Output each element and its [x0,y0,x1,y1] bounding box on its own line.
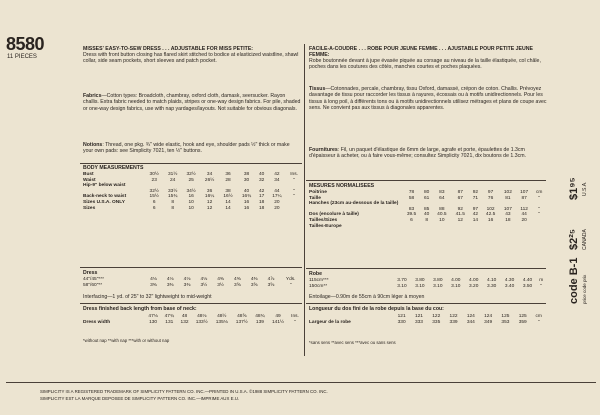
table-cell: 48⅝ [237,314,247,319]
table-cell: 80 [424,190,430,195]
table-cell: 18 [259,205,265,211]
table-cell: 6 [152,199,156,205]
table-cell [469,224,481,230]
table-cell: 10 [439,217,445,223]
table-cell: 3⅝ [267,282,275,288]
table-cell: 3⅝ [234,282,241,288]
table-cell: 20 [521,217,527,223]
table-cell: 58 [408,195,415,201]
pattern-number: 8580 [6,34,45,54]
table-cell: 12 [206,205,213,211]
table-cell: 34 [274,177,280,183]
price-code: code B-1 [568,257,580,304]
description-fr: Robe boutonnée devant à jupe évasée piquée au corsage au niveau de la taille élastiquée, col châle, poches dans les coutures des côtés, manches courtes et poches plaquées. [309,58,541,71]
description-en: Dress with front button closing has flared skirt stitched to bodice at elasticized waistline, shawl collar, side seam pockets, short sleeves and patch pocket. [83,52,299,65]
table-cell [516,224,532,230]
table-cell: 32½ [186,172,196,177]
unit-cell: " [537,319,540,325]
table-cell [402,224,420,230]
table-cell: 8 [171,205,175,211]
table-cell: 18 [259,199,265,205]
table-cell: 40 [424,212,430,218]
table-cell: 38 [243,172,250,177]
table-cell: 333 [414,319,423,325]
column-divider [304,44,305,356]
table-cell: 32½ [149,188,159,194]
table-cell: 4⅞ [267,277,275,282]
table-cell: 344 [466,319,475,325]
table-cell: 48⅛ [197,314,207,319]
table-cell: 3.10 [415,283,425,289]
mesures-header: MESURES NORMALISEES [309,183,375,189]
table-cell: 330 [397,319,406,325]
table-cell: 3.40 [504,283,515,289]
table-cell: 32 [259,177,265,183]
table-cell: 122 [449,314,458,319]
table-cell: 30 [243,177,250,183]
body-measurements-table [82,172,302,211]
price-usa: $1⁹⁵ [568,177,580,200]
row-label: Sizes [83,205,96,211]
table-cell: 14 [472,217,479,223]
table-cell: 25 [188,177,194,183]
table-cell: 76 [487,195,494,201]
table-cell: 3.10 [451,283,461,289]
table-cell: 47⅛ [148,314,158,319]
table-cell: 36 [206,188,213,194]
table-cell [433,224,451,230]
row-label: Hanches (23cm au-dessous de la taille) [309,201,399,207]
table-cell [500,224,516,230]
finished-length-header: Dress finished back length from base of neck: [83,306,197,312]
table-cell: 124 [484,314,493,319]
table-cell: 92 [472,190,479,195]
table-cell: 85 [424,206,430,212]
row-label: Hip-9" below waist [83,183,126,189]
table-cell: 10 [188,205,194,211]
footnote-fr: *sans sens **avec sens ***avec ou sans sens [309,340,396,345]
row-label: 150cm** [309,283,328,289]
table-cell: 20 [274,205,280,211]
table-cell: 14 [225,205,231,211]
table-cell: 4⅜ [234,277,241,282]
divider [80,267,302,268]
table-cell: 3.10 [397,283,407,289]
divider [80,163,302,164]
price-canada: $2²⁵ [568,228,580,250]
table-cell: 16¼ [204,194,215,200]
table-cell: 4⅛ [150,277,157,282]
table-cell: 42 [472,212,479,218]
table-cell: 15¾ [168,194,178,200]
table-cell: 34 [206,172,213,177]
table-cell: 40 [259,172,265,177]
price-code-label: price code prix [582,274,587,304]
table-row [308,320,546,326]
longueur-table [308,314,546,325]
table-cell: 92 [457,206,463,212]
table-cell: 30½ [149,172,159,177]
table-cell: 18 [505,217,511,223]
unit-cell: Yds. [285,277,296,282]
divider [306,303,546,304]
table-cell: 71 [472,195,479,201]
table-cell: 15½ [149,194,159,200]
table-cell: 40 [243,188,250,194]
robe-metrage-table [308,278,546,289]
unit-cell: " [289,282,292,288]
table-cell: 16 [243,199,250,205]
row-label: Taille [309,195,321,201]
table-cell: 335 [432,319,441,325]
table-cell: 3.10 [433,283,443,289]
table-cell: 24 [170,177,176,183]
table-cell: 49 [275,314,281,319]
table-row [82,283,302,289]
table-cell: 359 [518,319,527,325]
table-cell: 3⅜ [150,282,157,288]
usa-label: U.S.A. [582,181,588,196]
table-cell: 44 [521,212,527,218]
unit-cell: Ins. [290,172,298,177]
table-cell: 349 [484,319,493,325]
table-cell: 48 [181,314,188,319]
table-cell: 133½ [195,319,208,325]
table-cell: 4⅛ [183,277,191,282]
table-cell: 6 [152,205,156,211]
table-cell: 135⅛ [215,319,228,325]
table-cell: 38 [225,188,231,194]
table-cell: 6 [410,217,413,223]
row-label: Dress width [83,319,111,325]
unit-cell: " [293,194,295,200]
table-cell: 112 [520,206,528,212]
title-en: MISSES' EASY-TO-SEW DRESS . . . ADJUSTABLE FOR MISS PETITE: [83,46,254,52]
unit-cell: m [539,278,544,283]
table-cell: 39.5 [406,212,417,218]
canada-label: CANADA [582,229,588,250]
table-cell: 3⅝ [250,282,258,288]
row-label: 115cm*** [309,278,329,283]
table-cell: 83 [408,206,415,212]
unit-cell [532,224,546,230]
divider [6,382,596,383]
table-cell: 3.80 [433,278,443,283]
table-cell: 81 [505,195,511,201]
table-row [308,284,546,290]
table-cell: 78 [408,190,415,195]
row-label: Waist [83,177,96,183]
table-cell: 44 [274,188,280,194]
table-cell: 131 [165,319,174,325]
table-cell: 17 [259,194,265,200]
table-cell: 3½ [200,282,208,288]
entoilage-note: Entoilage—0.90m de 55cm à 90cm léger à moyen [309,294,425,300]
table-cell: 132 [180,319,189,325]
row-label: Poitrine [309,190,327,195]
table-cell: 42 [259,188,265,194]
table-cell: 83 [439,190,445,195]
table-cell: 20 [274,199,280,205]
table-cell: 97 [472,206,479,212]
robe-label: Robe [309,271,322,277]
table-cell: 107 [520,190,529,195]
table-cell: 26½ [204,177,215,183]
row-label: Tailles-Europe [309,223,342,229]
table-row [82,206,302,212]
longueur-header: Longueur du dos fini de la robe depuis la base du cou: [309,306,444,312]
table-cell: 48½ [217,314,227,319]
table-cell: 4.00 [469,278,479,283]
mesures-table [308,190,546,229]
table-cell: 23 [151,177,157,183]
table-cell: 102 [486,206,495,212]
table-cell: 42.5 [485,212,496,218]
table-cell: 339 [449,319,458,325]
body-measurements-header: BODY MEASUREMENTS [83,165,144,171]
fabrics-block [83,93,301,112]
row-label: Back-neck to waist [83,194,127,200]
table-cell: 130 [149,319,158,325]
table-cell: 16 [188,194,194,200]
unit-cell: " [538,212,540,218]
table-cell: 88 [439,206,445,212]
table-cell: 40.5 [437,212,447,218]
table-cell: 124 [466,314,475,319]
row-label: Largeur de la robe [309,319,351,325]
row-label: Dos (encolure à taille) [309,212,359,218]
table-cell: 3.30 [486,283,497,289]
fournitures-block [309,147,547,160]
unit-cell: cm [535,190,543,195]
table-cell: 3⅜ [166,282,174,288]
table-cell: 8 [425,217,429,223]
table-cell: 3½ [217,282,224,288]
fabrics-label: Fabrics [83,93,102,99]
title-fr: FACILE-A-COUDRE . . . ROBE POUR JEUNE FEMME . . . AJUSTABLE POUR PETITE JEUNE FEMME: [309,46,533,59]
table-cell: 41.5 [455,212,465,218]
table-cell: 4.30 [504,278,515,283]
table-cell [481,224,499,230]
table-cell: 141½ [272,319,285,325]
table-row [308,224,546,230]
dress-label: Dress [83,270,98,276]
table-cell: 16½ [223,194,233,200]
table-cell: 4⅜ [250,277,258,282]
table-cell [451,224,469,230]
table-cell: 14 [225,199,231,205]
row-label: Tailles/Sizes [309,217,338,223]
unit-cell: cm [535,314,542,319]
table-cell: 125 [518,314,527,319]
table-cell: 16 [487,217,494,223]
table-cell: 36 [225,172,231,177]
table-cell: 33½ [168,188,178,194]
table-cell: 87 [457,190,463,195]
table-cell: 121 [414,314,423,319]
table-cell: 12 [206,199,213,205]
notions-block [83,142,301,155]
table-cell: 61 [424,195,430,201]
unit-cell: Ins. [291,314,299,319]
table-cell: 8 [171,199,175,205]
table-cell: 12 [457,217,463,223]
table-cell: 3.50 [522,283,533,289]
row-label: 44"/45"*** [83,277,105,282]
table-cell: 4⅛ [166,277,174,282]
table-cell: 31½ [168,172,178,177]
table-cell: 16 [243,205,250,211]
notions-text: : Thread, one pkg. ¾" wide elastic, hook and eye, shoulder pads ½" thick or make your own pads: see Simplicity 7021, ten ½" buttons. [83,142,290,155]
table-row [82,320,302,326]
finished-length-table [82,314,302,325]
table-cell: 64 [439,195,445,201]
fabrics-text: —Cotton types: Broadcloth, chambray, oxford cloth, damask, seersucker. Rayon challis. Extra fabric needed to match plaids, stripes or one-way design fabrics. For pile, shaded or one-way design fabrics, use with nap yardages/layouts. Not suitable for obvious diagonals. [83,93,301,112]
table-cell [421,224,433,230]
table-cell: 121 [397,314,406,319]
divider [306,180,546,181]
tissus-block [309,86,547,111]
table-cell: 87 [521,195,527,201]
table-cell: 10 [188,199,194,205]
table-cell: 17¼ [272,194,282,200]
unit-cell: " [540,283,543,289]
table-cell: 4⅜ [217,277,224,282]
legal-en: SIMPLICITY IS A REGISTERED TRADEMARK OF SIMPLICITY PATTERN CO. INC.—PRINTED IN U.S.A. ©1988 SIMPLICITY PATTERN CO. INC. [40,389,328,394]
row-label: Sizes U.S.A. ONLY [83,199,125,205]
footnote-en: *without nap **with nap ***with or without nap [83,338,170,343]
unit-cell: " [293,188,295,194]
table-cell: 125 [501,314,510,319]
unit-cell: " [538,195,540,201]
table-cell: 48¾ [255,314,265,319]
table-cell: 42 [274,172,280,177]
table-cell: 107 [503,206,512,212]
tissus-label: Tissus [309,86,326,92]
unit-cell [286,206,302,212]
legal-fr: SIMPLICITY EST LA MARQUE DEPOSEE DE SIMPLICITY PATTERN CO. INC.—IMPRIME AUX E.U. [40,396,240,401]
table-cell: 97 [487,190,494,195]
fournitures-text: : Fil, un paquet d'élastique de 6mm de large, agrafe et porte, épaulettes de 1.3cm d'épaisseur à acheter, ou à faire vous-même; consultez Simplicity 7021, dix boutons de 1.3cm. [309,147,526,160]
tissus-text: —Cotonnades, percale, chambray, tissu Oxford, damassé, crépon de coton. Challis. Prévoyez davantage de tissu pour raccorder les tissus à rayures, écossais ou à motifs unidirectionnels. Pour les tissus à long poil, à différents tons ou à motifs unidirectionnels utilisez métrages et plans de coupe avec sens. Ne convient pas aux tissus à diagonales apparentes. [309,86,547,111]
unit-cell: " [294,319,296,325]
table-cell: 4.00 [451,278,461,283]
interfacing-note: Interfacing—1 yd. of 25" to 32" lightweight to mid-weight [83,294,212,300]
table-cell: 3.80 [415,278,425,283]
table-cell: 139 [255,319,264,325]
row-label: 58"/60"** [83,282,103,288]
unit-cell: " [293,177,295,183]
table-cell: 4.40 [522,278,533,283]
table-cell: 3⅜ [183,282,191,288]
table-cell: 4.10 [486,278,497,283]
table-cell: 3.70 [397,278,407,283]
table-cell: 43 [505,212,511,218]
table-cell: 4⅛ [200,277,208,282]
divider [306,268,546,269]
table-cell: 137½ [235,319,248,325]
pieces-count: 11 PIECES [7,54,37,60]
table-cell: 67 [457,195,463,201]
divider [80,303,302,304]
unit-cell: " [538,206,540,212]
table-cell: 102 [503,190,512,195]
table-cell: 122 [432,314,441,319]
table-cell: 34½ [186,188,196,194]
dress-yardage-table [82,277,302,288]
table-cell: 28 [225,177,231,183]
table-cell: 3.20 [469,283,479,289]
table-cell: 16¾ [241,194,252,200]
table-cell: 47¾ [164,314,174,319]
notions-label: Notions [83,142,103,148]
table-cell: 353 [501,319,510,325]
fournitures-label: Fournitures [309,147,338,153]
row-label: Bust [83,172,94,177]
